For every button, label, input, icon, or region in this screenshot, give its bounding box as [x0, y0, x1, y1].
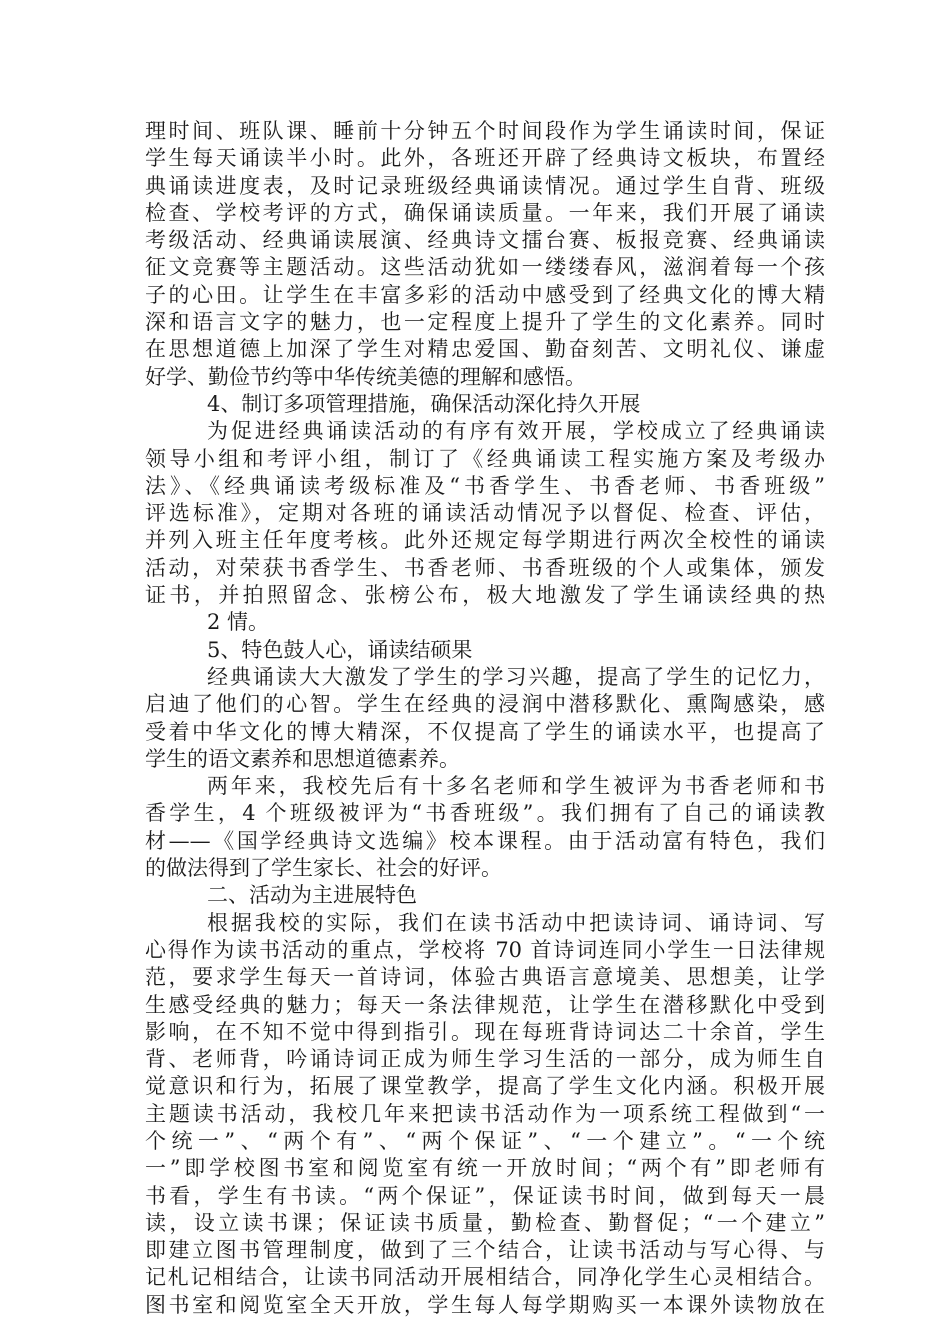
text-line: 影响，在不知不觉中得到指引。现在每班背诗词达二十余首，学生 [145, 1019, 825, 1044]
text-line: 学生每天诵读半小时。此外，各班还开辟了经典诗文板块，布置经 [145, 146, 825, 171]
text-line: 领导小组和考评小组，制订了《经典诵读工程实施方案及考级办 [145, 446, 825, 471]
text-line: 主题读书活动，我校几年来把读书活动作为一项系统工程做到“一 [145, 1101, 825, 1126]
text-line: 在思想道德上加深了学生对精忠爱国、勤奋刻苦、文明礼仪、谦虚 [145, 337, 825, 362]
text-line: 深和语言文字的魅力，也一定程度上提升了学生的文化素养。同时 [145, 310, 825, 335]
section-heading: 5、特色鼓人心，诵读结硕果 [207, 637, 473, 662]
text-line: 即建立图书管理制度，做到了三个结合，让读书活动与写心得、与 [145, 1238, 825, 1263]
body-text [145, 118, 825, 1319]
text-line: 心得作为读书活动的重点，学校将 70 首诗词连同小学生一日法律规 [145, 937, 825, 962]
section-heading: 4、制订多项管理措施，确保活动深化持久开展 [207, 391, 641, 416]
text-line: 背、老师背，吟诵诗词正成为师生学习生活的一部分，成为师生自 [145, 1047, 825, 1072]
text-line: 为促进经典诵读活动的有序有效开展，学校成立了经典诵读 [207, 419, 825, 444]
section-heading: 二、活动为主进展特色 [207, 883, 417, 908]
text-line: 个统一”、“两个有”、“两个保证”、“一个建立”。“一个统 [145, 1128, 825, 1153]
text-line: 香学生，4 个班级被评为“书香班级”。我们拥有了自己的诵读教 [145, 801, 825, 826]
text-line: 学生的语文素养和思想道德素养。 [145, 746, 460, 771]
text-line: 考级活动、经典诵读展演、经典诗文擂台赛、板报竞赛、经典诵读 [145, 228, 825, 253]
text-line: 觉意识和行为，拓展了课堂教学，提高了学生文化内涵。积极开展 [145, 1074, 825, 1099]
text-line: 法》、《经典诵读考级标准及“书香学生、书香老师、书香班级” [145, 473, 825, 498]
text-line: 生感受经典的魅力；每天一条法律规范，让学生在潜移默化中受到 [145, 992, 825, 1017]
text-line: 材——《国学经典诗文选编》校本课程。由于活动富有特色，我们 [145, 828, 825, 853]
text-line: 并列入班主任年度考核。此外还规定每学期进行两次全校性的诵读 [145, 528, 825, 553]
text-line: 的做法得到了学生家长、社会的好评。 [145, 856, 502, 881]
text-line: 启迪了他们的心智。学生在经典的浸润中潜移默化、熏陶感染，感 [145, 692, 825, 717]
text-line: 记札记相结合，让读书同活动开展相结合，同净化学生心灵相结合。 [145, 1265, 825, 1290]
text-line: 范，要求学生每天一首诗词，体验古典语言意境美、思想美，让学 [145, 965, 825, 990]
text-line: 两年来，我校先后有十多名老师和学生被评为书香老师和书 [207, 774, 825, 799]
text-line: 典诵读进度表，及时记录班级经典诵读情况。通过学生自背、班级 [145, 173, 825, 198]
page-number-line: 2 情。 [207, 610, 270, 635]
text-line: 活动，对荣获书香学生、书香老师、书香班级的个人或集体，颁发 [145, 555, 825, 580]
text-line: 一”即学校图书室和阅览室有统一开放时间；“两个有”即老师有 [145, 1156, 825, 1181]
text-line: 理时间、班队课、睡前十分钟五个时间段作为学生诵读时间，保证 [145, 119, 825, 143]
text-line: 子的心田。让学生在丰富多彩的活动中感受到了经典文化的博大精 [145, 282, 825, 307]
text-line: 根据我校的实际，我们在读书活动中把读诗词、诵诗词、写 [207, 910, 825, 935]
text-line: 经典诵读大大激发了学生的学习兴趣，提高了学生的记忆力， [207, 664, 825, 689]
text-line: 图书室和阅览室全天开放，学生每人每学期购买一本课外读物放在 [145, 1292, 825, 1317]
text-line: 检查、学校考评的方式，确保诵读质量。一年来，我们开展了诵读 [145, 200, 825, 225]
text-line: 受着中华文化的博大精深，不仅提高了学生的诵读水平，也提高了 [145, 719, 825, 744]
text-line: 证书，并拍照留念、张榜公布，极大地激发了学生诵读经典的热 [145, 583, 825, 608]
text-line: 评选标准》，定期对各班的诵读活动情况予以督促、检查、评估， [145, 501, 825, 526]
text-line: 书看，学生有书读。“两个保证”，保证读书时间，做到每天一晨 [145, 1183, 825, 1208]
text-line: 读，设立读书课；保证读书质量，勤检查、勤督促；“一个建立” [145, 1210, 825, 1235]
text-line: 好学、勤俭节约等中华传统美德的理解和感悟。 [145, 364, 586, 389]
text-line: 征文竞赛等主题活动。这些活动犹如一缕缕春风，滋润着每一个孩 [145, 255, 825, 280]
